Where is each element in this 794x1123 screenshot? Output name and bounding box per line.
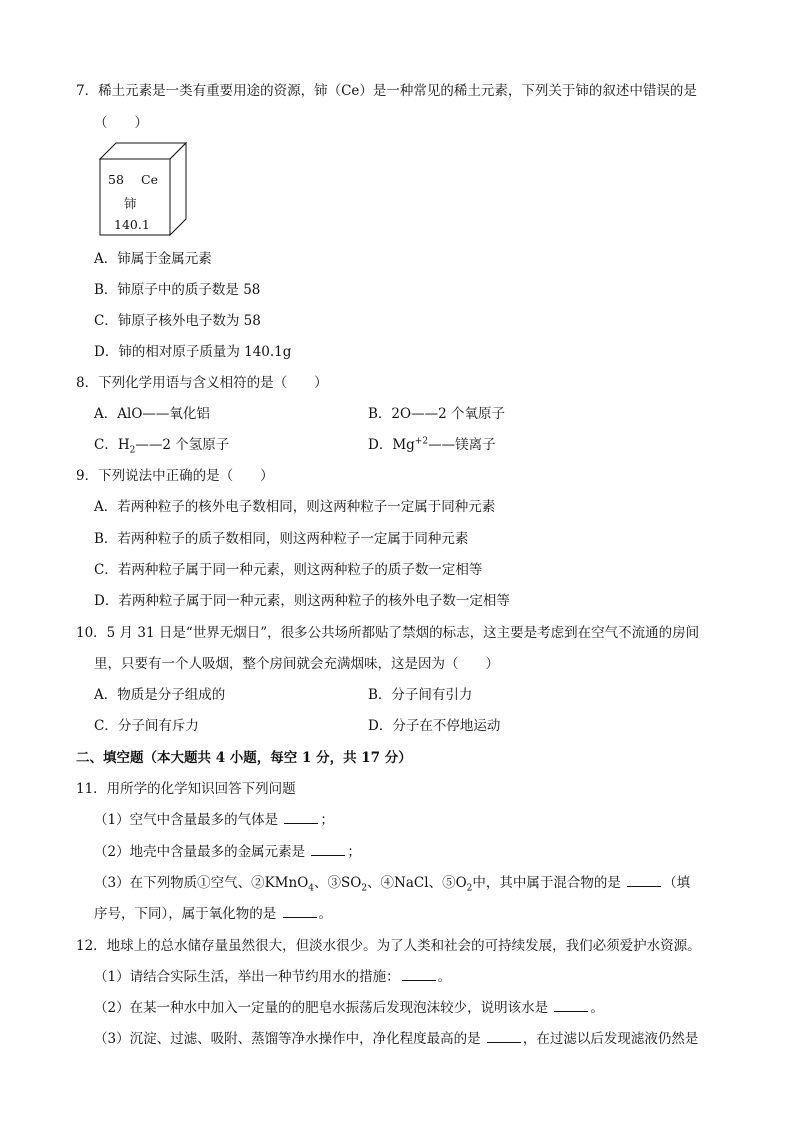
q11-part2 xyxy=(94,843,361,861)
q11-part1 xyxy=(94,811,334,829)
element-name: 铈 xyxy=(124,196,137,211)
q8-c-meaning: ——2 个氢原子 xyxy=(135,437,230,453)
q8-option-c xyxy=(94,436,229,454)
q11-part1-end: ； xyxy=(320,812,334,828)
answer-blank[interactable] xyxy=(627,874,661,887)
q11-part2-end: ； xyxy=(347,844,361,860)
q12-part1 xyxy=(94,968,451,986)
q12-part3 xyxy=(94,1030,698,1048)
q8-option-d xyxy=(368,436,496,454)
element-atomic-number: 58 xyxy=(108,172,124,187)
q12-part1-text: （1）请结合实际生活，举出一种节约用水的措施： xyxy=(94,969,400,985)
element-atomic-mass: 140.1 xyxy=(114,217,150,232)
q11-part3-line2 xyxy=(94,905,332,923)
q10-option-c: C．分子间有斥力 xyxy=(94,718,199,734)
answer-blank[interactable] xyxy=(283,905,317,918)
q11-part3-line2-end: 。 xyxy=(318,906,333,922)
answer-blank[interactable] xyxy=(311,843,345,856)
q11-sub-2b: 2 xyxy=(466,883,473,894)
q9-option-c: C．若两种粒子属于同一种元素，则这两种粒子的质子数一定相等 xyxy=(94,562,483,578)
q11-stem: 11．用所学的化学知识回答下列问题 xyxy=(76,781,296,797)
q8-d-text: D．Mg xyxy=(368,437,415,453)
q7-option-a: A．铈属于金属元素 xyxy=(94,251,212,267)
q11-sub-2a: 2 xyxy=(361,883,368,894)
section-heading: 二、填空题（本大题共 4 小题，每空 1 分，共 17 分） xyxy=(76,750,412,766)
q8-d-superscript: +2 xyxy=(414,436,429,447)
q11-part3-text-e: （填 xyxy=(663,875,691,891)
q12-part2-text: （2）在某一种水中加入一定量的的肥皂水振荡后发现泡沫较少，说明该水是 xyxy=(94,1000,553,1016)
q8-c-text: C．H xyxy=(94,437,130,453)
q10-option-a: A．物质是分子组成的 xyxy=(94,687,226,703)
q10-stem-line1: 10．5 月 31 日是“世界无烟日”，很多公共场所都贴了禁烟的标志，这主要是考虑到在空气不流通的房间 xyxy=(76,625,700,641)
answer-blank[interactable] xyxy=(554,999,588,1012)
q8-stem: 8．下列化学用语与含义相符的是（ ） xyxy=(76,375,328,391)
q12-part2 xyxy=(94,999,604,1017)
q11-sub-4: 4 xyxy=(308,883,314,894)
q7-option-c: C．铈原子核外电子数为 58 xyxy=(94,313,261,329)
q9-option-b: B．若两种粒子的质子数相同，则这两种粒子一定属于同种元素 xyxy=(94,531,469,547)
q12-part1-end: 。 xyxy=(437,969,452,985)
q10-option-d: D．分子在不停地运动 xyxy=(368,718,501,734)
q10-stem-line2: 里，只要有一个人吸烟，整个房间就会充满烟味，这是因为（ ） xyxy=(94,656,499,672)
q7-option-b: B．铈原子中的质子数是 58 xyxy=(94,282,261,298)
q8-option-b: B．2O——2 个氧原子 xyxy=(368,406,505,422)
cerium-element-card xyxy=(96,141,188,237)
element-symbol: Ce xyxy=(141,172,158,187)
q11-part2-text: （2）地壳中含量最多的金属元素是 xyxy=(94,844,310,860)
q9-option-d: D．若两种粒子属于同一种元素，则这两种粒子的核外电子数一定相等 xyxy=(94,593,510,609)
q7-stem: 7．稀土元素是一类有重要用途的资源，铈（Ce）是一种常见的稀土元素，下列关于铈的叙述中错误的是 xyxy=(76,83,697,99)
q12-part3-text: （3）沉淀、过滤、吸附、蒸馏等净水操作中，净化程度最高的是 xyxy=(94,1031,485,1047)
q11-part3-text-b: 、③SO xyxy=(314,875,362,891)
answer-blank[interactable] xyxy=(402,968,436,981)
q8-c-subscript: 2 xyxy=(129,445,136,456)
answer-blank[interactable] xyxy=(284,811,318,824)
q7-option-d: D．铈的相对原子质量为 140.1g xyxy=(94,344,292,360)
q12-part3-end: ，在过滤以后发现滤液仍然是 xyxy=(522,1031,699,1047)
q11-part3 xyxy=(94,874,690,892)
q11-part3-text-a: （3）在下列物质①空气、②KMnO xyxy=(94,875,309,891)
q11-part1-text: （1）空气中含量最多的气体是 xyxy=(94,812,283,828)
q8-option-a: A．AlO——氧化铝 xyxy=(94,406,210,422)
q11-part3-line2-text: 序号，下同），属于氧化物的是 xyxy=(94,906,281,922)
q7-answer-paren: （ ） xyxy=(94,115,148,131)
q8-d-meaning: ——镁离子 xyxy=(428,437,496,453)
q9-option-a: A．若两种粒子的核外电子数相同，则这两种粒子一定属于同种元素 xyxy=(94,499,496,515)
q12-part2-end: 。 xyxy=(590,1000,604,1016)
q9-stem: 9．下列说法中正确的是（ ） xyxy=(76,468,274,484)
q11-part3-text-c: 、④NaCl、⑤O xyxy=(367,875,467,891)
q11-part3-text-d: 中，其中属于混合物的是 xyxy=(472,875,626,891)
answer-blank[interactable] xyxy=(487,1030,521,1043)
q12-stem: 12．地球上的总水储存量虽然很大，但淡水很少。为了人类和社会的可持续发展，我们必须爱护水资源。 xyxy=(76,938,701,954)
q10-option-b: B．分子间有引力 xyxy=(368,687,473,703)
